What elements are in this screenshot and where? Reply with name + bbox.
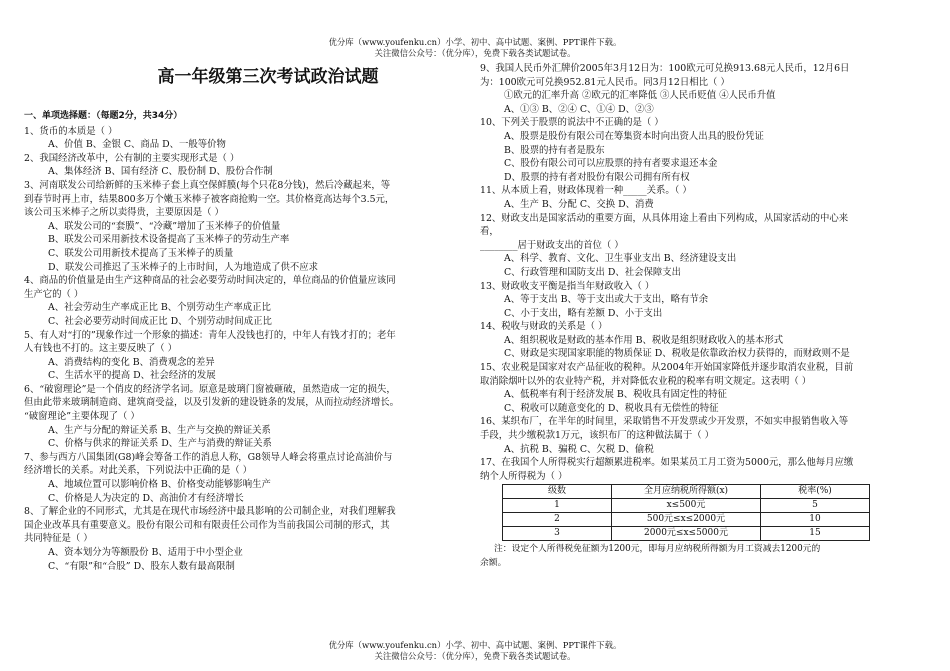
question-text-line: 14、税收与财政的关系是（ ） (480, 321, 608, 333)
question-text-line: 6、“破窗理论”是一个俏皮的经济学名词。原意是玻璃门窗被砸破，虽然造成一定的损失， (24, 383, 396, 395)
table-row (503, 499, 870, 513)
answer-option-line: A、社会劳动生产率成正比 B、个别劳动生产率成正比 (48, 302, 271, 314)
table-cell: 15 (761, 527, 870, 541)
table-header-cell: 级数 (503, 485, 612, 499)
answer-option-line: C、社会必要劳动时间成正比 D、个别劳动时间成正比 (48, 315, 272, 327)
question-text-line: 11、从本质上看，财政体现着一种_____关系。（ ） (480, 185, 692, 197)
question-text-line: 但由此带来玻璃制造商、建筑商受益，以及引发新的建设链条的发展，从而拉动经济增长。 (24, 397, 400, 409)
question-text-line: 10、下列关于股票的说法中不正确的是（ ） (480, 117, 664, 129)
answer-option-line: C、股份有限公司可以应股票的持有者要求退还本金 (504, 158, 718, 170)
question-text-line: 5、有人对“打的”现象作过一个形象的描述：青年人没钱也打的，中年人有钱才打的；老年 (24, 329, 396, 341)
question-text-line: 3、河南联发公司给新鲜的玉米棒子套上真空保鲜膜(每个只花8分钱)，然后冷藏起来，等 (24, 179, 391, 191)
question-text-line: 经济增长的关系。对此关系，下列说法中正确的是（ ） (24, 465, 252, 477)
answer-option-line: B、股票的持有者是股东 (504, 144, 605, 156)
question-text-line: “破窗理论”主要体现了（ ） (24, 411, 140, 423)
answer-option-line: A、资本划分为等额股份 B、适用于中小型企业 (48, 547, 243, 558)
right-column (480, 62, 880, 571)
question-text-line: 16、某织布厂，在半年的时间里，采取销售不开发票或少开发票，不如实申报销售收入等 (480, 416, 849, 428)
table-header-cell: 税率(%) (761, 485, 870, 499)
answer-option-line: A、价值 B、金银 C、商品 D、一般等价物 (48, 139, 226, 151)
page-footer (0, 640, 950, 662)
answer-option-line: C、财政是实现国家职能的物质保证 D、税收是依靠政治权力获得的，而财政则不是 (504, 348, 850, 360)
question-text-line: 12、财政支出是国家活动的重要方面，从具体用途上看由下列构成，从国家活动的中心来 (480, 212, 849, 224)
question-text-line: 到春节时再上市，结果800多万个嫩玉米棒子被客商抢购一空。其价格竟高达每个3.5元， (24, 193, 395, 205)
answer-option-line: A、生产与分配的辩证关系 B、生产与交换的辩证关系 (48, 424, 271, 436)
answer-option-line: C、“有限”和“合股” D、股东人数有最高限制 (48, 560, 235, 572)
question-text-line: 该公司玉米棒子之所以卖得贵，主要原因是（ ） (24, 207, 224, 219)
table-cell: 2000元≤x≤5000元 (612, 527, 761, 541)
table-cell: 3 (503, 527, 612, 541)
answer-option-line: C、价格与供求的辩证关系 D、生产与消费的辩证关系 (48, 438, 272, 450)
answer-option-line: ①欧元的汇率升高 ②欧元的汇率降低 ③人民币贬值 ④人民币升值 (504, 90, 776, 102)
table-header-row (503, 485, 870, 499)
question-text-line: 纳个人所得税为（ ） (480, 470, 568, 482)
question-text-line: 为：100欧元可兑换952.81元人民币。同3月12日相比（ ） (480, 76, 730, 88)
question-text-line: 4、商品的价值量是由生产这种商品的社会必要劳动时间决定的，单位商品的价值量应该同 (24, 275, 396, 287)
table-cell: 1 (503, 499, 612, 513)
answer-option-line: A、消费结构的变化 B、消费观念的差异 (48, 356, 215, 368)
answer-option-line: A、等于支出 B、等于支出或大于支出，略有节余 (504, 294, 709, 306)
answer-option-line: A、科学、教育、文化、卫生事业支出 B、经济建设支出 (504, 253, 737, 265)
table-row (503, 513, 870, 527)
answer-option-line: A、股票是股份有限公司在筹集资本时向出资人出具的股份凭证 (504, 130, 764, 142)
answer-option-line: A、组织税收是财政的基本作用 B、税收是组织财政收入的基本形式 (504, 334, 784, 346)
header-line-1: 优分库（www.youfenku.cn）小学、初中、高中试题、案例、PPT课件下载。 (328, 37, 622, 47)
left-column (24, 62, 450, 573)
answer-option-line: A、集体经济 B、国有经济 C、股份制 D、股份合作制 (48, 166, 273, 178)
question-text-line: 取消除烟叶以外的农业特产税，并对降低农业税的税率有明文规定。这表明（ ） (480, 375, 812, 387)
answer-option-line: C、小于支出，略有差额 D、小于支出 (504, 307, 663, 319)
answer-option-line: C、生活水平的提高 D、社会经济的发展 (48, 370, 216, 382)
answer-option-line: A、地域位置可以影响价格 B、价格变动能够影响生产 (48, 479, 271, 491)
section-heading: 一、单项选择题：（每题2分，共34分） (24, 111, 183, 121)
table-cell: x≤500元 (612, 499, 761, 513)
question-text-line: 9、我国人民币外汇牌价2005年3月12日为：100欧元可兑换913.68元人民币，12月6日 (480, 63, 850, 74)
footer-line-1: 优分库（www.youfenku.cn）小学、初中、高中试题、案例、PPT课件下载。 (328, 640, 622, 650)
answer-option-line: D、股票的持有者对股份有限公司拥有所有权 (504, 171, 690, 183)
question-text-line: 生产它的（ ） (24, 288, 84, 300)
left-questions (24, 125, 450, 574)
answer-option-line: A、联发公司的“套膜”、“冷藏”增加了玉米棒子的价值量 (48, 220, 281, 232)
table-note-cont: 余额。 (480, 558, 507, 568)
answer-option-line: C、价格是人为决定的 D、高油价才有经济增长 (48, 492, 244, 504)
answer-option-line: B、联发公司采用新技术设备提高了玉米棒子的劳动生产率 (48, 234, 290, 246)
table-header-cell: 全月应纳税所得额(x) (612, 485, 761, 499)
question-text-line: ________居于财政支出的首位（ ） (480, 239, 624, 251)
answer-option-line: C、联发公司用新技术提高了玉米棒子的质量 (48, 247, 234, 259)
tax-rate-table (502, 484, 870, 541)
question-text-line: 手段，共少缴税款1万元，该织布厂的这种做法属于（ ） (480, 430, 714, 442)
answer-option-line: C、税收可以随意变化的 D、税收具有无偿性的特征 (504, 402, 719, 414)
question-text-line: 共同特征是（ ） (24, 533, 93, 545)
exam-title: 高一年级第三次考试政治试题 (157, 67, 379, 87)
question-text-line: 13、财政收支平衡是指当年财政收入（ ） (480, 280, 655, 292)
answer-option-line: A、低税率有利于经济发展 B、税收具有固定性的特征 (504, 389, 727, 401)
table-cell: 5 (761, 499, 870, 513)
question-text-line: 人有钱也不打的。这主要反映了（ ） (24, 343, 177, 355)
table-cell: 2 (503, 513, 612, 527)
question-text-line: 1、货币的本质是（ ） (24, 125, 118, 137)
question-text-line: 2、我国经济改革中，公有制的主要实现形式是（ ） (24, 152, 240, 164)
table-row (503, 527, 870, 541)
question-text-line: 8、了解企业的不同形式，尤其是在现代市场经济中最具影响的公司制企业，对我们理解我 (24, 506, 396, 518)
answer-option-line: A、①③ B、②④ C、①④ D、②③ (504, 103, 654, 115)
question-text-line: 看， (480, 226, 499, 238)
question-text-line: 7、参与西方八国集团(G8)峰会筹备工作的消息人称，G8领导人峰会将重点讨论高油价与 (24, 451, 393, 463)
header-line-2: 关注微信公众号：（优分库），免费下载各类试题试卷。 (374, 48, 576, 58)
table-cell: 500元≤x≤2000元 (612, 513, 761, 527)
answer-option-line: C、行政管理和国防支出 D、社会保障支出 (504, 266, 682, 278)
answer-option-line: A、生产 B、分配 C、交换 D、消费 (504, 198, 654, 210)
answer-option-line: D、联发公司推迟了玉米棒子的上市时间，人为地造成了供不应求 (48, 261, 319, 273)
question-text-line: 15、农业税是国家对农产品征收的税种。从2004年开始国家降低并逐步取消农业税，目前 (480, 362, 854, 374)
answer-option-line: A、抗税 B、骗税 C、欠税 D、偷税 (504, 443, 654, 455)
question-text-line: 国企业改革具有重要意义。股份有限公司和有限责任公司作为当前我国公司制的形式，其 (24, 519, 390, 531)
table-cell: 10 (761, 513, 870, 527)
right-questions (480, 62, 880, 483)
footer-line-2: 关注微信公众号：（优分库），免费下载各类试题试卷。 (374, 651, 576, 661)
question-text-line: 17、在我国个人所得税实行超额累进税率。如果某员工月工资为5000元，那么他每月应缴 (480, 457, 854, 469)
page-header (0, 37, 950, 59)
table-note: 注：设定个人所得税免征额为1200元，即每月应纳税所得额为月工资减去1200元的 (494, 544, 821, 555)
